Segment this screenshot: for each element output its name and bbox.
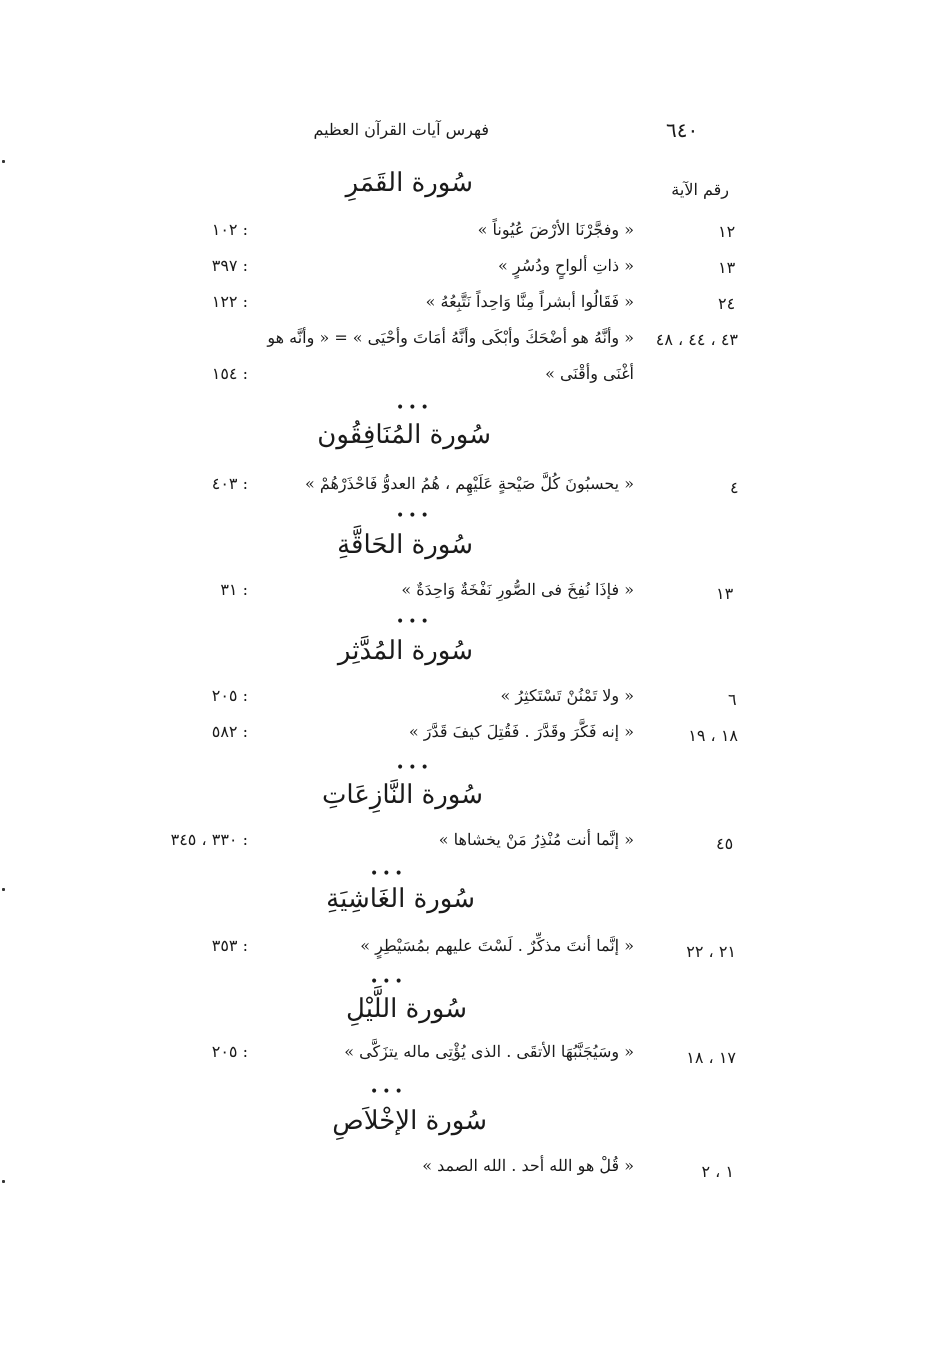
ayah-number: ٢٤ — [718, 294, 736, 313]
page-header-title: فهرس آيات القرآن العظيم — [313, 120, 489, 139]
surah-title: سُورة الحَاقَّةِ — [337, 530, 473, 560]
ayah-number: ١٣ — [716, 584, 734, 603]
ayah-number: ١ ، ٢ — [701, 1162, 734, 1181]
verse-text: « وسَيُجَنَّبُهَا الأتقَى . الذى يُؤْتِى ماله يتزَكَّى » — [344, 1042, 634, 1061]
section-divider-dots: ••• — [370, 1084, 407, 1100]
surah-title: سُورة النَّازِعَاتِ — [321, 780, 483, 810]
column-header-ayah-number: رقم الآية — [671, 180, 729, 199]
verse-text: « ذاتِ ألواحٍ ودُسُرٍ » — [498, 256, 634, 275]
ayah-number: ٦ — [728, 690, 737, 709]
scan-mark — [2, 160, 5, 163]
page-reference: : ٣٩٧ — [211, 256, 248, 275]
ayah-number: ٤٥ — [716, 834, 734, 853]
surah-title: سُورة القَمَرِ — [345, 168, 473, 198]
verse-text: « إنَّما أنتَ مذكِّرٌ . لَسْتَ عليهم بمُسَيْطِرٍ » — [360, 936, 634, 955]
page-reference: : ٣١ — [220, 580, 248, 599]
surah-title: سُورة الغَاشِيَةِ — [326, 884, 475, 914]
verse-text: « قُلْ هو الله أحد . الله الصمد » — [422, 1156, 634, 1175]
surah-title: سُورة المُنَافِقُون — [317, 420, 491, 450]
ayah-number: ١٣ — [718, 258, 736, 277]
section-divider-dots: ••• — [396, 760, 433, 776]
surah-title: سُورة اللَّيْلِ — [346, 994, 467, 1024]
section-divider-dots: ••• — [370, 866, 407, 882]
verse-text: « وأنَّهُ هو أضْحَكَ وأبْكَى وأنَّهُ أمَاتَ وأحْيَى » = « وأنَّه هو — [267, 328, 634, 347]
verse-text: « يحسبُونَ كُلَّ صَيْحةٍ عَلَيْهِم ، هُمُ العدوُّ فَاحْذَرْهُمْ » — [304, 474, 634, 493]
ayah-number: ١٨ ، ١٩ — [688, 726, 738, 745]
page-reference: : ٣٥٣ — [211, 936, 248, 955]
verse-text: « فَقَالُوا أبشراً مِنَّا وَاحِداً نَتَّبِعُهُ » — [425, 292, 634, 311]
verse-text: « فإذَا نُفِخَ فى الصُّورِ نَفْخَةٌ وَاحِدَةٌ » — [401, 580, 634, 599]
verse-text: « ولا تَمْنُنْ تَسْتَكثِرُ » — [500, 686, 634, 705]
ayah-number: ١٢ — [718, 222, 736, 241]
page-reference: : ٤٠٣ — [211, 474, 248, 493]
scan-mark — [2, 888, 5, 891]
verse-text: « إنَّما أنت مُنْذِرُ مَنْ يخشاها » — [438, 830, 634, 849]
section-divider-dots: ••• — [396, 508, 433, 524]
surah-title: سُورة الإخْلاَصِ — [332, 1106, 487, 1136]
page-reference: : ١٢٢ — [211, 292, 248, 311]
ayah-number: ٤ — [730, 478, 739, 497]
section-divider-dots: ••• — [370, 974, 407, 990]
ayah-number: ١٧ ، ١٨ — [686, 1048, 736, 1067]
page-reference: : ٢٠٥ — [211, 1042, 248, 1061]
scan-mark — [2, 1180, 5, 1183]
page-reference: : ٢٠٥ — [211, 686, 248, 705]
section-divider-dots: ••• — [396, 400, 433, 416]
page-reference: : ١٠٢ — [211, 220, 248, 239]
page-reference: : ١٥٤ — [211, 364, 248, 383]
page-number: ٦٤٠ — [666, 118, 699, 142]
ayah-number: ٢١ ، ٢٢ — [686, 942, 736, 961]
section-divider-dots: ••• — [396, 614, 433, 630]
surah-title: سُورة المُدَّثِر — [337, 636, 473, 666]
ayah-number: ٤٣ ، ٤٤ ، ٤٨ — [655, 330, 738, 349]
verse-text: « وفجَّرْنَا الأرْضَ عُيُوناً » — [477, 220, 634, 239]
page-reference: : ٥٨٢ — [211, 722, 248, 741]
verse-text-continued: أغْنَى وأقْنَى » — [545, 364, 634, 383]
page-reference: : ٣٣٠ ، ٣٤٥ — [170, 830, 248, 849]
verse-text: « إنه فَكَّرَ وقَدَّرَ . فَقُتِلَ كيفَ قَدَّرَ » — [408, 722, 634, 741]
